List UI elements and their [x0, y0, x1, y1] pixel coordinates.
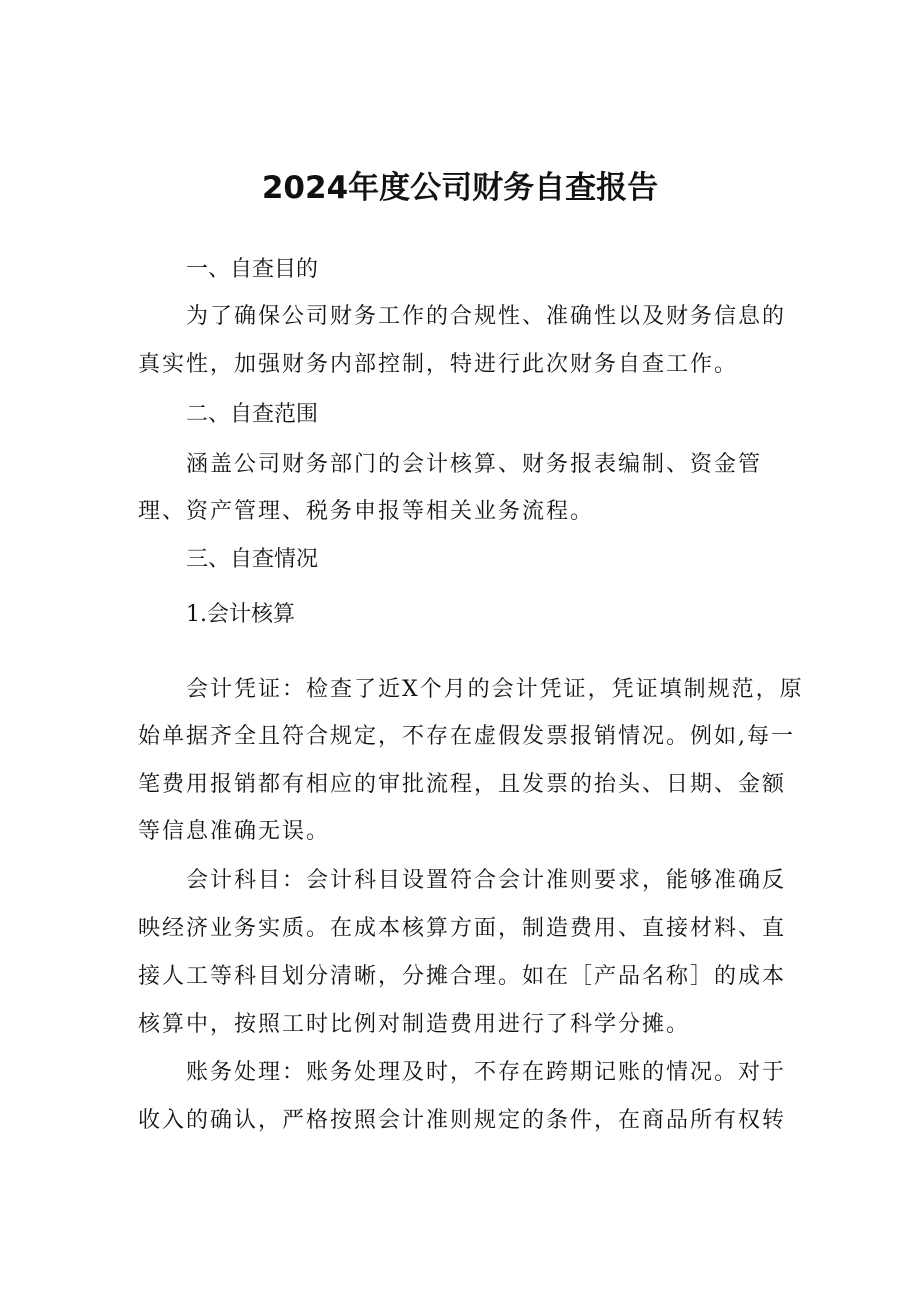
paragraph-line: 收入的确认，严格按照会计准则规定的条件，在商品所有权转	[138, 1108, 787, 1133]
section-heading-scope: 二、自查范围	[186, 402, 319, 427]
paragraph-line: 笔费用报销都有相应的审批流程，且发票的抬头、日期、金额	[138, 772, 787, 797]
paragraph-line: 等信息准确无误。	[138, 819, 331, 844]
paragraph-line: 接人工等科目划分清晰，分摊合理。如在［产品名称］的成本	[138, 964, 787, 989]
paragraph-line: 会计科目：会计科目设置符合会计准则要求，能够准确反	[186, 868, 787, 893]
paragraph-line: 始单据齐全且符合规定，不存在虚假发票报销情况。例如,每一	[138, 724, 795, 749]
paragraph-line: 为了确保公司财务工作的合规性、准确性以及财务信息的	[186, 304, 787, 329]
paragraph-line: 理、资产管理、税务申报等相关业务流程。	[138, 499, 595, 524]
paragraph-line: 真实性，加强财务内部控制，特进行此次财务自查工作。	[138, 352, 739, 377]
section-heading-status: 三、自查情况	[186, 547, 319, 572]
section-heading-purpose: 一、自查目的	[186, 257, 319, 282]
paragraph-line: 核算中，按照工时比例对制造费用进行了科学分摊。	[138, 1012, 691, 1037]
paragraph-line: 会计凭证：检查了近X个月的会计凭证，凭证填制规范，原	[186, 677, 804, 702]
paragraph-line: 涵盖公司财务部门的会计核算、财务报表编制、资金管	[186, 452, 763, 477]
paragraph-line: 账务处理：账务处理及时，不存在跨期记账的情况。对于	[186, 1060, 787, 1085]
subsection-heading-accounting: 1.会计核算	[186, 602, 295, 627]
document-title: 2024年度公司财务自查报告	[261, 170, 659, 206]
paragraph-line: 映经济业务实质。在成本核算方面，制造费用、直接材料、直	[138, 916, 787, 941]
